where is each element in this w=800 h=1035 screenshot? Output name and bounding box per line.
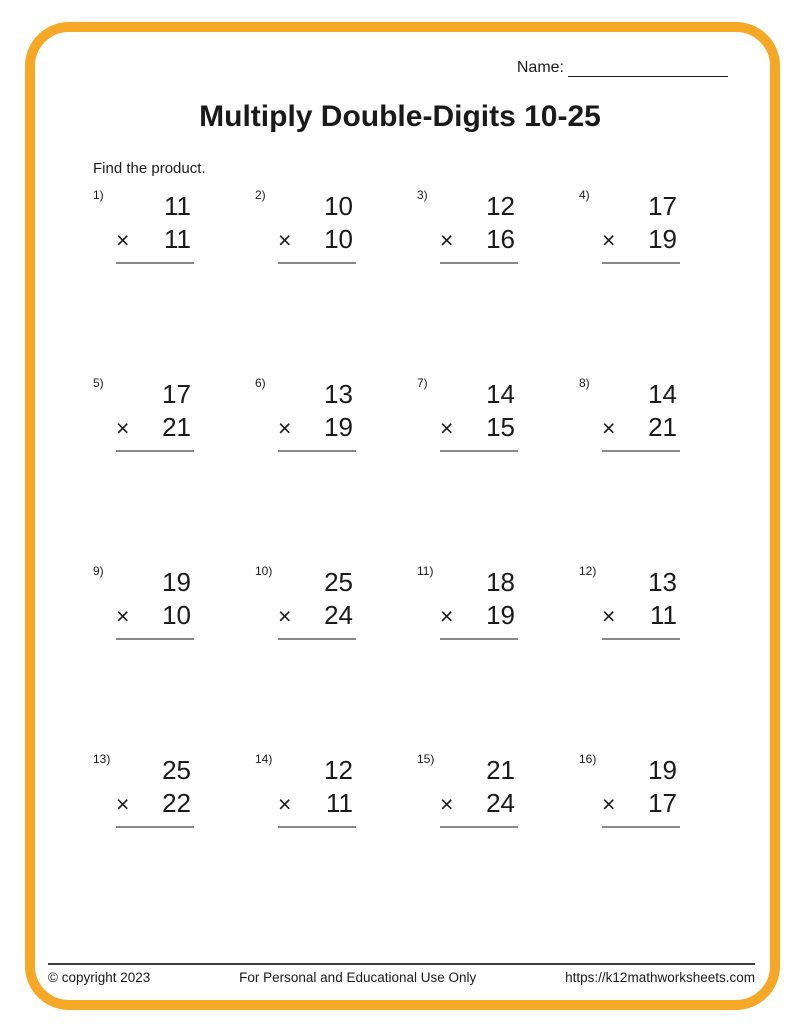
problem-body bbox=[116, 748, 194, 826]
name-label: Name: bbox=[516, 59, 564, 76]
problem-number-label: 10) bbox=[255, 564, 273, 578]
multiplier: 21 bbox=[162, 412, 191, 443]
problem-number-label: 11) bbox=[417, 564, 434, 578]
instruction-text: Find the product. bbox=[93, 160, 206, 177]
problem-cell bbox=[93, 184, 255, 372]
multiply-sign-icon: × bbox=[440, 227, 454, 254]
problem-cell bbox=[93, 748, 255, 936]
answer-line bbox=[602, 450, 680, 452]
footer bbox=[48, 970, 755, 985]
footer-usage: For Personal and Educational Use Only bbox=[239, 970, 477, 985]
name-blank-line bbox=[568, 59, 728, 77]
multiplicand: 10 bbox=[324, 191, 353, 221]
problems-grid bbox=[93, 184, 741, 936]
answer-line bbox=[278, 638, 356, 640]
problem-number-label: 13) bbox=[93, 752, 111, 766]
problem-cell bbox=[417, 184, 579, 372]
multiplicand: 19 bbox=[648, 755, 677, 785]
footer-divider bbox=[48, 963, 755, 965]
problem-body bbox=[278, 372, 356, 450]
problem-number-label: 12) bbox=[579, 564, 597, 578]
multiplicand: 13 bbox=[324, 379, 353, 409]
problem-cell bbox=[93, 560, 255, 748]
multiply-sign-icon: × bbox=[602, 227, 616, 254]
multiplier: 15 bbox=[486, 412, 515, 443]
answer-line bbox=[440, 826, 518, 828]
problem-body bbox=[440, 184, 518, 262]
multiplier-row bbox=[602, 787, 680, 820]
multiplicand: 17 bbox=[162, 379, 191, 409]
multiplicand: 13 bbox=[648, 567, 677, 597]
multiply-sign-icon: × bbox=[602, 415, 616, 442]
answer-line bbox=[116, 638, 194, 640]
multiplier: 11 bbox=[164, 224, 191, 255]
multiplicand: 12 bbox=[486, 191, 515, 221]
answer-line bbox=[602, 826, 680, 828]
problem-body bbox=[602, 184, 680, 262]
name-row bbox=[517, 59, 728, 77]
multiplicand: 17 bbox=[648, 191, 677, 221]
multiplicand: 25 bbox=[162, 755, 191, 785]
answer-line bbox=[440, 638, 518, 640]
multiplier: 24 bbox=[324, 600, 353, 631]
problem-body bbox=[278, 748, 356, 826]
answer-line bbox=[602, 262, 680, 264]
problem-cell bbox=[417, 372, 579, 560]
footer-url: https://k12mathworksheets.com bbox=[565, 970, 755, 985]
problem-body bbox=[116, 560, 194, 638]
multiplicand: 25 bbox=[324, 567, 353, 597]
problem-body bbox=[116, 372, 194, 450]
multiply-sign-icon: × bbox=[440, 603, 454, 630]
answer-line bbox=[440, 450, 518, 452]
problem-cell bbox=[579, 184, 741, 372]
multiplier-row bbox=[278, 223, 356, 256]
multiplier-row bbox=[116, 787, 194, 820]
problem-body bbox=[440, 372, 518, 450]
problem-cell bbox=[417, 560, 579, 748]
multiplicand: 21 bbox=[486, 755, 515, 785]
multiplier-row bbox=[440, 787, 518, 820]
multiplier-row bbox=[116, 411, 194, 444]
multiplier: 11 bbox=[326, 788, 353, 819]
multiplier-row bbox=[278, 411, 356, 444]
problem-number-label: 16) bbox=[579, 752, 597, 766]
multiplier-row bbox=[602, 599, 680, 632]
problem-number-label: 2) bbox=[255, 188, 266, 202]
multiplier-row bbox=[278, 599, 356, 632]
multiplicand: 19 bbox=[162, 567, 191, 597]
problem-cell bbox=[255, 560, 417, 748]
problem-body bbox=[440, 748, 518, 826]
problem-number-label: 4) bbox=[579, 188, 590, 202]
problem-number-label: 5) bbox=[93, 376, 104, 390]
multiplicand: 14 bbox=[648, 379, 677, 409]
problem-cell bbox=[255, 372, 417, 560]
answer-line bbox=[278, 262, 356, 264]
multiplier: 19 bbox=[648, 224, 677, 255]
multiply-sign-icon: × bbox=[278, 791, 292, 818]
problem-number-label: 15) bbox=[417, 752, 435, 766]
multiplier: 17 bbox=[648, 788, 677, 819]
problem-body bbox=[440, 560, 518, 638]
problem-body bbox=[602, 372, 680, 450]
multiply-sign-icon: × bbox=[116, 415, 130, 442]
problem-body bbox=[278, 560, 356, 638]
problem-cell bbox=[579, 372, 741, 560]
multiply-sign-icon: × bbox=[116, 603, 130, 630]
multiplier-row bbox=[440, 411, 518, 444]
multiply-sign-icon: × bbox=[602, 603, 616, 630]
multiply-sign-icon: × bbox=[278, 227, 292, 254]
multiply-sign-icon: × bbox=[440, 415, 454, 442]
problem-cell bbox=[579, 748, 741, 936]
problem-number-label: 3) bbox=[417, 188, 428, 202]
problem-number-label: 1) bbox=[93, 188, 104, 202]
answer-line bbox=[116, 826, 194, 828]
problem-number-label: 9) bbox=[93, 564, 104, 578]
problem-number-label: 14) bbox=[255, 752, 273, 766]
multiplier: 10 bbox=[324, 224, 353, 255]
problem-cell bbox=[255, 748, 417, 936]
page-title: Multiply Double-Digits 10-25 bbox=[199, 100, 601, 133]
multiplier: 19 bbox=[324, 412, 353, 443]
multiply-sign-icon: × bbox=[440, 791, 454, 818]
multiply-sign-icon: × bbox=[278, 603, 292, 630]
answer-line bbox=[440, 262, 518, 264]
problem-cell bbox=[255, 184, 417, 372]
answer-line bbox=[116, 262, 194, 264]
multiplier: 24 bbox=[486, 788, 515, 819]
multiplier-row bbox=[278, 787, 356, 820]
multiplier-row bbox=[116, 599, 194, 632]
multiplicand: 18 bbox=[486, 567, 515, 597]
multiplier-row bbox=[116, 223, 194, 256]
multiplier-row bbox=[440, 223, 518, 256]
multiplier-row bbox=[602, 223, 680, 256]
multiplicand: 14 bbox=[486, 379, 515, 409]
problem-number-label: 7) bbox=[417, 376, 428, 390]
problem-cell bbox=[579, 560, 741, 748]
multiplier-row bbox=[602, 411, 680, 444]
problem-cell bbox=[93, 372, 255, 560]
answer-line bbox=[278, 826, 356, 828]
answer-line bbox=[602, 638, 680, 640]
problem-body bbox=[602, 560, 680, 638]
multiply-sign-icon: × bbox=[116, 791, 130, 818]
multiplier: 21 bbox=[648, 412, 677, 443]
multiplier: 10 bbox=[162, 600, 191, 631]
multiply-sign-icon: × bbox=[602, 791, 616, 818]
multiplier-row bbox=[440, 599, 518, 632]
problem-number-label: 6) bbox=[255, 376, 266, 390]
multiplicand: 11 bbox=[164, 191, 191, 221]
problem-body bbox=[278, 184, 356, 262]
answer-line bbox=[116, 450, 194, 452]
multiplier: 16 bbox=[486, 224, 515, 255]
multiplier: 11 bbox=[650, 600, 677, 631]
multiply-sign-icon: × bbox=[278, 415, 292, 442]
problem-number-label: 8) bbox=[579, 376, 590, 390]
problem-body bbox=[116, 184, 194, 262]
multiplier: 19 bbox=[486, 600, 515, 631]
problem-cell bbox=[417, 748, 579, 936]
problem-body bbox=[602, 748, 680, 826]
answer-line bbox=[278, 450, 356, 452]
multiplicand: 12 bbox=[324, 755, 353, 785]
multiply-sign-icon: × bbox=[116, 227, 130, 254]
footer-copyright: © copyright 2023 bbox=[48, 970, 151, 985]
multiplier: 22 bbox=[162, 788, 191, 819]
